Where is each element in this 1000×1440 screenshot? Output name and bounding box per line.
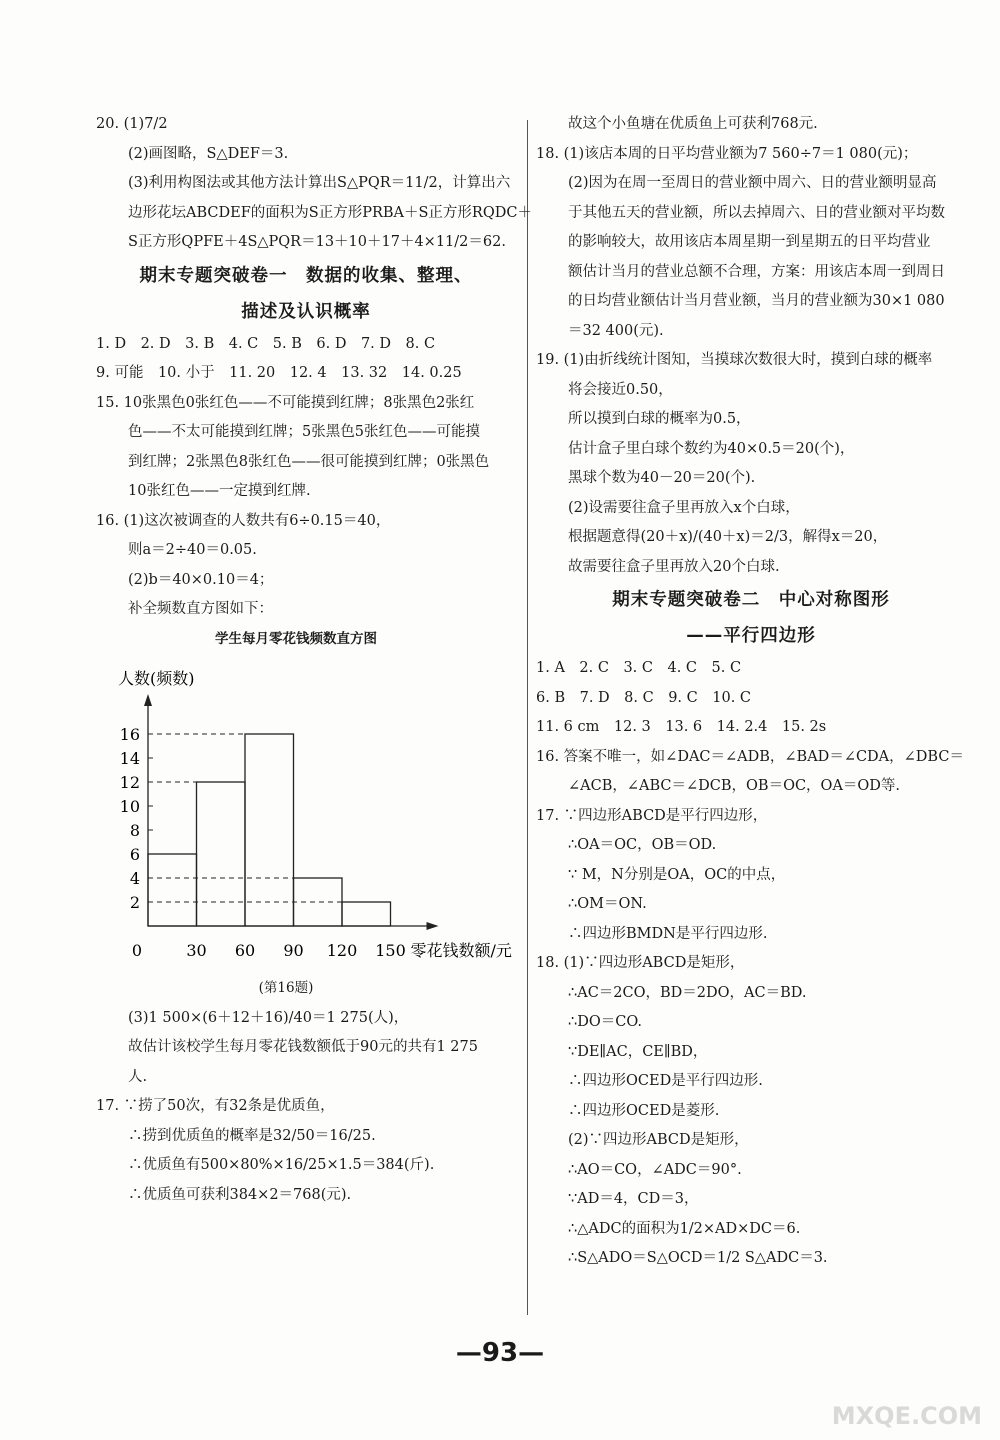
q20-line-2: (2)画图略，S△DEF＝3. <box>128 145 289 162</box>
watermark <box>802 1340 982 1430</box>
q20-line-3: (3)利用构图法或其他方法计算出S△PQR＝11/2，计算出六 <box>128 175 511 191</box>
q17b-line-2: ∴OA＝OC，OB＝OD. <box>568 837 717 853</box>
histogram-bar <box>342 902 391 926</box>
histogram-bar <box>245 734 294 926</box>
y-tick-label: 4 <box>129 869 140 888</box>
answers-1-5: 1. A 2. C 3. C 4. C 5. C <box>536 660 742 676</box>
q16b-line-2: ∠ACB，∠ABC＝∠DCB，OB＝OC，OA＝OD等. <box>568 778 901 794</box>
q17-line-4: ∴优质鱼可获利384×2＝768(元). <box>128 1186 352 1203</box>
q18b-line-2: ∴AC＝2CO，BD＝2DO，AC＝BD. <box>568 984 807 1001</box>
q17-line-3: ∴优质鱼有500×80%×16/25×1.5＝384(斤). <box>128 1157 435 1173</box>
x-tick-label: 120 <box>326 941 358 960</box>
left-column <box>96 110 532 1210</box>
column-divider <box>527 120 528 1315</box>
watermark-text: MXQE.COM <box>831 1402 982 1430</box>
y-tick-label: 6 <box>129 845 140 864</box>
q17-line-1: 17. ∵捞了50次，有32条是优质鱼， <box>96 1098 335 1114</box>
q19-line-6: (2)设需要往盒子里再放入x个白球， <box>568 499 800 516</box>
q19-line-7: 根据题意得(20＋x)/(40＋x)＝2/3，解得x＝20， <box>568 529 888 545</box>
histogram <box>96 654 526 974</box>
q18-line-6: 的日均营业额估计当月营业额，当月的营业额为30×1 080 <box>568 293 945 309</box>
q16-3-line-1: (3)1 500×(6＋12＋16)/40＝1 275(人)， <box>128 1009 409 1026</box>
answers-1-8: 1. D 2. D 3. B 4. C 5. B 6. D 7. D 8. C <box>96 335 436 352</box>
y-axis-arrow <box>144 694 152 706</box>
q17-continued: 故这个小鱼塘在优质鱼上可获利768元. <box>568 116 818 132</box>
histogram-bar <box>197 782 246 926</box>
q19-line-4: 估计盒子里白球个数约为40×0.5＝20(个)， <box>568 440 855 457</box>
q18b-line-8: ∴AO＝CO，∠ADC＝90°. <box>568 1161 742 1178</box>
x-axis-arrow <box>427 922 439 930</box>
q19-line-5: 黑球个数为40－20＝20(个). <box>568 470 756 486</box>
q20-line-4: 边形花坛ABCDEF的面积为S正方形PRBA＋S正方形RQDC＋ <box>128 204 532 221</box>
q19-line-3: 所以摸到白球的概率为0.5， <box>568 411 751 427</box>
answers-11-15: 11. 6 cm 12. 3 13. 6 14. 2.4 15. 2s <box>536 719 827 735</box>
q16-line-2: 则a＝2÷40＝0.05. <box>128 542 257 558</box>
q16-line-1: 16. (1)这次被调查的人数共有6÷0.15＝40， <box>96 512 391 529</box>
histogram-bar <box>294 878 343 926</box>
y-tick-label: 16 <box>119 725 140 744</box>
q17b-line-1: 17. ∵四边形ABCD是平行四边形， <box>536 807 768 824</box>
q18-line-3: 于其他五天的营业额，所以去掉周六、日的营业额对平均数 <box>568 204 945 221</box>
q16-line-4: 补全频数直方图如下： <box>128 601 273 617</box>
y-axis-label: 人数(频数) <box>118 669 195 688</box>
section-title-1b: 描述及认识概率 <box>241 301 371 322</box>
q17-line-2: ∴捞到优质鱼的概率是32/50＝16/25. <box>128 1127 376 1144</box>
q15-line-4: 10张红色——一定摸到红牌. <box>128 483 311 499</box>
q16-3-line-3: 人. <box>128 1068 148 1085</box>
q17b-line-4: ∴OM＝ON. <box>568 896 647 912</box>
q17b-line-5: ∴四边形BMDN是平行四边形. <box>568 925 768 942</box>
q15-line-1: 15. 10张黑色0张红色——不可能摸到红牌；8张黑色2张红 <box>96 394 475 411</box>
histogram-title: 学生每月零花钱频数直方图 <box>215 630 377 647</box>
histogram-caption: (第16题) <box>258 980 314 996</box>
answers-9-14: 9. 可能 10. 小于 11. 20 12. 4 13. 32 14. 0.25 <box>96 365 462 381</box>
q18b-line-9: ∵AD＝4，CD＝3， <box>568 1191 699 1207</box>
q19-line-1: 19. (1)由折线统计图知，当摸球次数很大时，摸到白球的概率 <box>536 352 933 368</box>
y-tick-label: 12 <box>119 773 140 792</box>
x-tick-label: 0 <box>131 941 142 960</box>
x-tick-label: 150 <box>375 941 406 960</box>
section-title-1a: 期末专题突破卷一 数据的收集、整理、 <box>139 265 473 286</box>
q15-line-2: 色——不太可能摸到红牌；5张黑色5张红色——可能摸 <box>128 424 480 440</box>
y-tick-label: 14 <box>119 749 140 768</box>
q18b-line-3: ∴DO＝CO. <box>568 1014 642 1030</box>
q16b-line-1: 16. 答案不唯一，如∠DAC＝∠ADB，∠BAD＝∠CDA，∠DBC＝ <box>536 748 964 765</box>
q18b-line-1: 18. (1)∵四边形ABCD是矩形， <box>536 955 745 971</box>
x-tick-label: 90 <box>283 941 304 960</box>
x-tick-label: 60 <box>234 941 256 960</box>
y-tick-label: 2 <box>129 893 140 912</box>
q19-line-8: 故需要往盒子里再放入20个白球. <box>568 558 780 575</box>
x-tick-label: 30 <box>186 941 207 960</box>
q18b-line-7: (2)∵四边形ABCD是矩形， <box>568 1132 749 1148</box>
q18b-line-10: ∴△ADC的面积为1/2×AD×DC＝6. <box>568 1220 801 1237</box>
y-tick-label: 10 <box>119 797 140 816</box>
page-number: —93— <box>455 1338 545 1368</box>
q16-3-line-2: 故估计该校学生每月零花钱数额低于90元的共有1 275 <box>128 1039 478 1055</box>
q18b-line-11: ∴S△ADO＝S△OCD＝1/2 S△ADC＝3. <box>568 1250 828 1266</box>
section-title-2a: 期末专题突破卷二 中心对称图形 <box>612 590 890 610</box>
q18-line-7: ＝32 400(元). <box>568 322 664 339</box>
q20-line-1: 20. (1)7/2 <box>96 116 168 132</box>
q18-line-4: 的影响较大，故用该店本周星期一到星期五的日平均营业 <box>568 234 931 250</box>
q17b-line-3: ∵ M，N分别是OA，OC的中点， <box>568 866 786 883</box>
y-tick-label: 8 <box>129 821 140 840</box>
q18b-line-6: ∴四边形OCED是菱形. <box>568 1102 720 1119</box>
q18b-line-4: ∵DE∥AC，CE∥BD， <box>568 1043 708 1060</box>
q19-line-2: 将会接近0.50， <box>568 381 673 398</box>
q16-line-3: (2)b＝40×0.10＝4； <box>128 571 274 588</box>
histogram-svg <box>96 654 526 974</box>
q15-line-3: 到红牌；2张黑色8张红色——很可能摸到红牌；0张黑色 <box>128 453 490 470</box>
q18-line-2: (2)因为在周一至周日的营业额中周六、日的营业额明显高 <box>568 175 937 191</box>
q18-line-5: 额估计当月的营业总额不合理，方案：用该店本周一到周日 <box>568 263 945 280</box>
right-column <box>536 110 966 1274</box>
q18b-line-5: ∴四边形OCED是平行四边形. <box>568 1073 763 1089</box>
answers-6-10: 6. B 7. D 8. C 9. C 10. C <box>536 689 752 706</box>
section-title-2b: ——平行四边形 <box>686 626 816 646</box>
x-axis-label: 零花钱数额/元 <box>410 941 512 960</box>
q18-line-1: 18. (1)该店本周的日平均营业额为7 560÷7＝1 080(元)； <box>536 145 918 162</box>
q20-line-5: S正方形QPFE＋4S△PQR＝13＋10＋17＋4×11/2＝62. <box>128 234 506 250</box>
histogram-bar <box>148 854 197 926</box>
